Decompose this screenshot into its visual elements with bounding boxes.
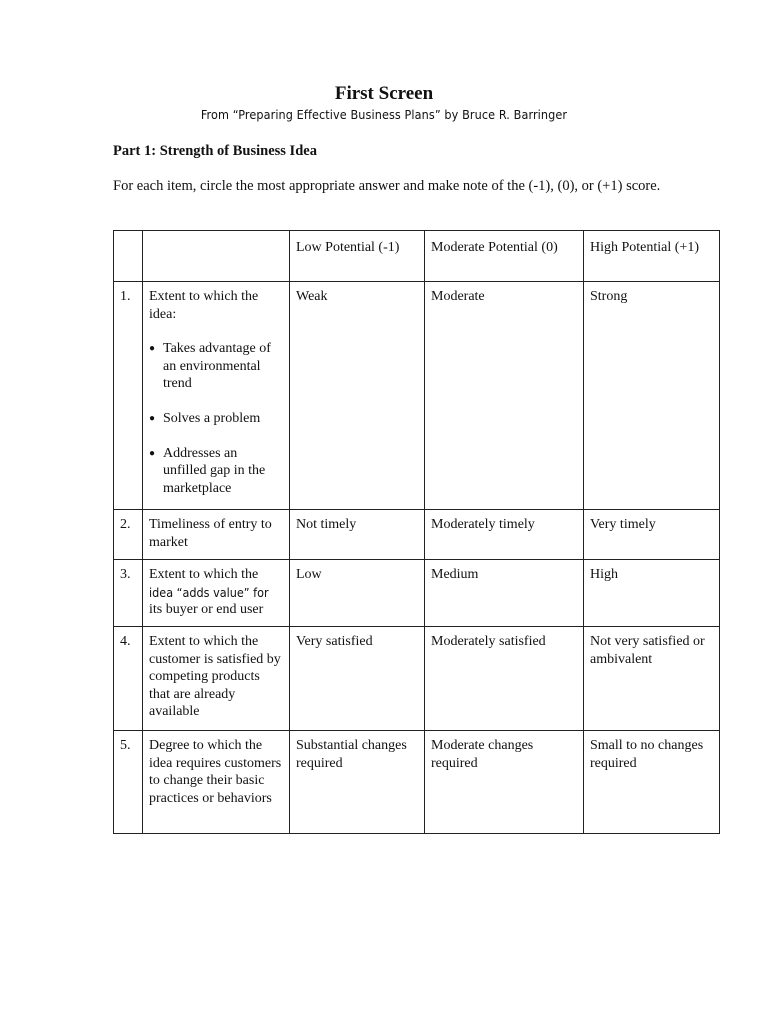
row-item: Degree to which the idea requires customers to change their basic practices or behaviors: [143, 731, 290, 834]
row-item-line: its buyer or end user: [149, 602, 264, 618]
row-high-answer[interactable]: High: [584, 560, 720, 627]
table-header-row: [114, 231, 720, 282]
table-row: [114, 560, 720, 627]
header-item-cell: [143, 231, 290, 282]
list-item: ● Takes advantage of an environmental trend: [149, 340, 284, 393]
table-row: [114, 282, 720, 510]
list-item: ● Addresses an unfilled gap in the marketplace: [149, 445, 284, 498]
bullet-list: [149, 340, 284, 497]
row-moderate-answer[interactable]: Moderate changes required: [425, 731, 584, 834]
header-moderate-potential: Moderate Potential (0): [425, 231, 584, 282]
row-moderate-answer[interactable]: Moderate: [425, 282, 584, 510]
row-low-answer[interactable]: Low: [290, 560, 425, 627]
instructions-text: For each item, circle the most appropriate answer and make note of the (-1), (0), or (+1) score.: [113, 178, 661, 194]
page-subtitle: From “Preparing Effective Business Plans” by Bruce R. Barringer: [200, 107, 568, 122]
row-high-answer[interactable]: Strong: [584, 282, 720, 510]
header-number-cell: [114, 231, 143, 282]
header-high-potential: High Potential (+1): [584, 231, 720, 282]
table-row: [114, 510, 720, 560]
row-moderate-answer[interactable]: Moderately timely: [425, 510, 584, 560]
row-moderate-answer[interactable]: Moderately satisfied: [425, 627, 584, 731]
row-moderate-answer[interactable]: Medium: [425, 560, 584, 627]
row-number: 4.: [114, 627, 143, 731]
table-row: [114, 731, 720, 834]
table-row: [114, 627, 720, 731]
row-item: [143, 282, 290, 510]
row-item-line: Extent to which the: [149, 567, 259, 582]
row-number: 1.: [114, 282, 143, 510]
row-high-answer[interactable]: Very timely: [584, 510, 720, 560]
screening-table: [113, 230, 720, 834]
row-high-answer[interactable]: Not very satisfied or ambivalent: [584, 627, 720, 731]
row-number: 2.: [114, 510, 143, 560]
row-item: [143, 560, 290, 627]
row-low-answer[interactable]: Substantial changes required: [290, 731, 425, 834]
list-item: ● Solves a problem: [149, 410, 284, 428]
row-number: 3.: [114, 560, 143, 627]
row-number: 5.: [114, 731, 143, 834]
row-high-answer[interactable]: Small to no changes required: [584, 731, 720, 834]
part-heading: Part 1: Strength of Business Idea: [113, 143, 317, 159]
header-low-potential: Low Potential (-1): [290, 231, 425, 282]
page-title: First Screen: [334, 83, 434, 104]
row-low-answer[interactable]: Weak: [290, 282, 425, 510]
row-item: Timeliness of entry to market: [143, 510, 290, 560]
row-item-line: idea “adds value” for: [149, 584, 269, 600]
row-item: Extent to which the customer is satisfied by competing products that are already available: [143, 627, 290, 731]
row-low-answer[interactable]: Not timely: [290, 510, 425, 560]
row-item-text: Extent to which the idea:: [149, 289, 259, 322]
row-low-answer[interactable]: Very satisfied: [290, 627, 425, 731]
